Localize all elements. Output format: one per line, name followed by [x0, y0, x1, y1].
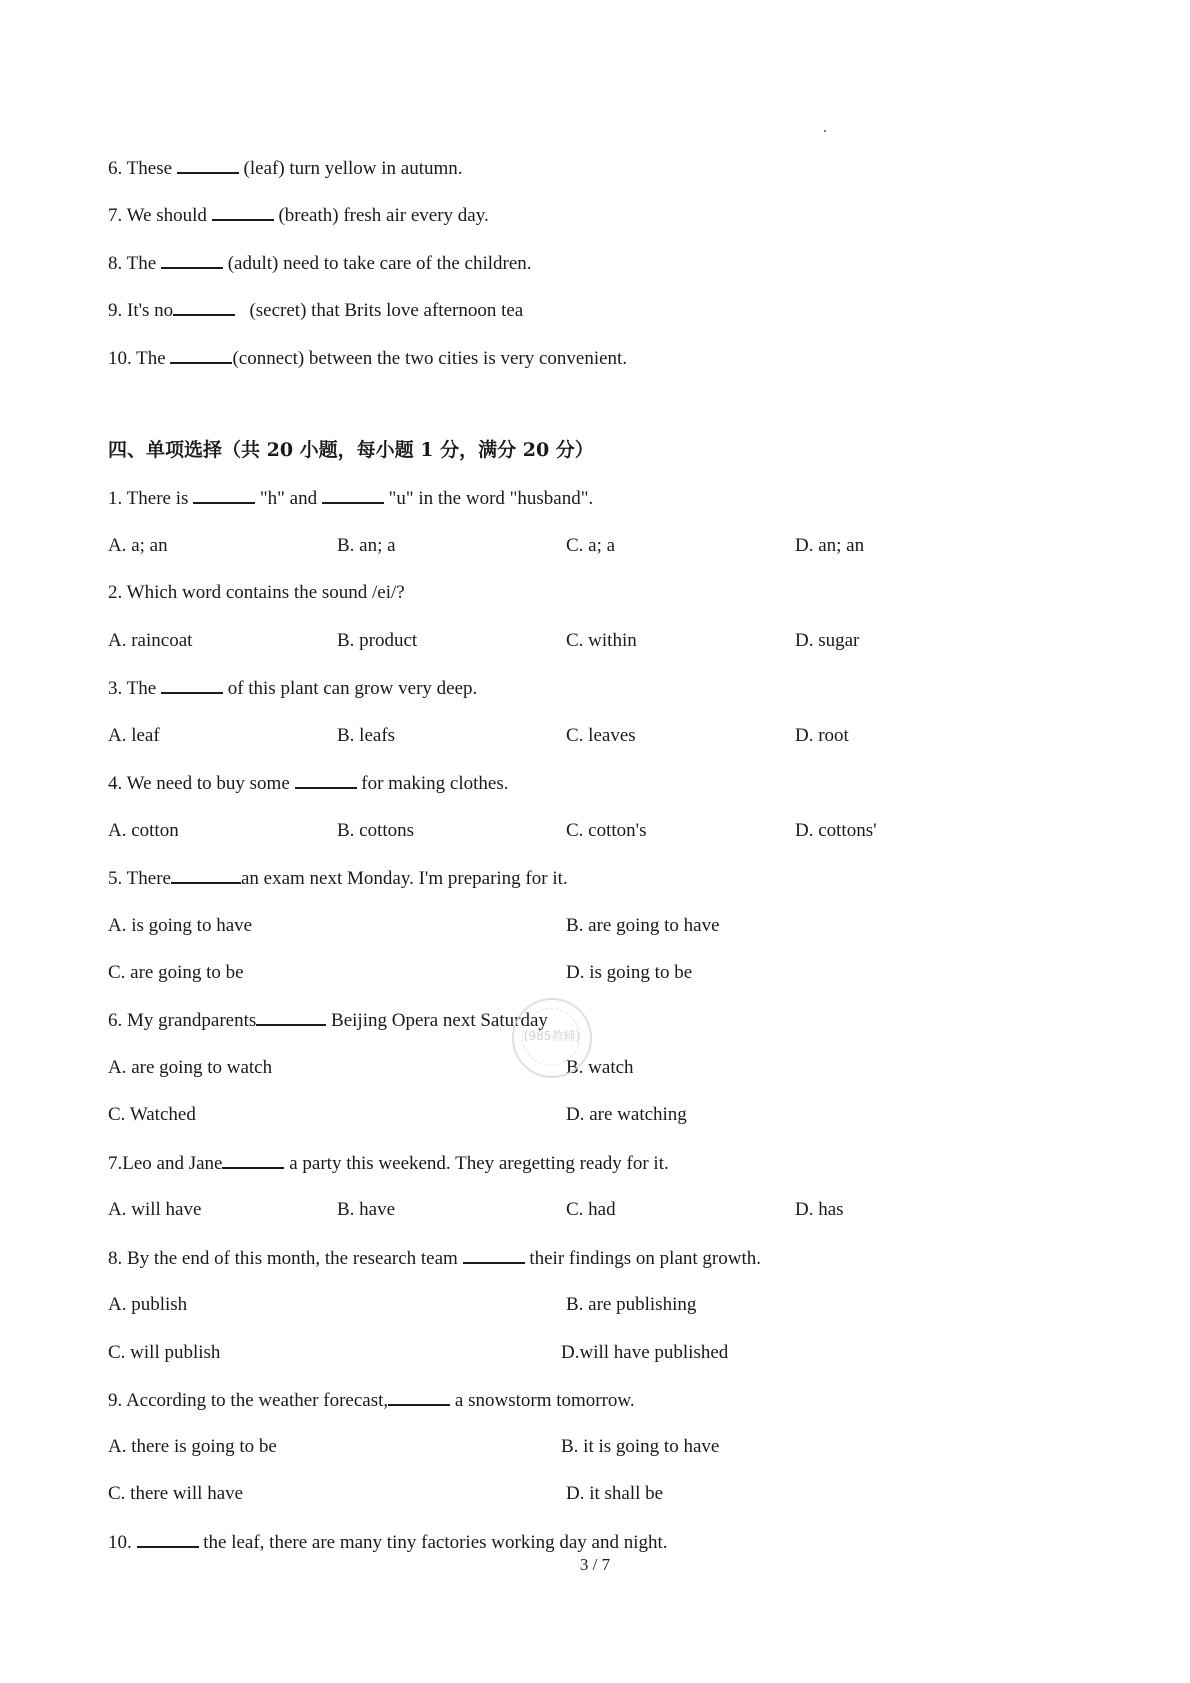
item-text: 10. The	[108, 348, 166, 369]
answer-blank[interactable]	[170, 346, 232, 364]
fill-blank-item	[108, 156, 463, 181]
option-c[interactable]: C. are going to be	[108, 962, 244, 983]
item-text: (leaf) turn yellow in autumn.	[243, 158, 463, 179]
stem-text: 9. According to the weather forecast,	[108, 1390, 389, 1411]
fill-blank-item	[108, 298, 523, 323]
stem-text: a party this weekend. They aregetting ready for it.	[289, 1153, 669, 1174]
item-text: (connect) between the two cities is very convenient.	[232, 348, 628, 369]
option-c[interactable]: C. leaves	[566, 725, 636, 746]
answer-blank[interactable]	[256, 1008, 326, 1026]
item-text: 9. It's no	[108, 300, 174, 321]
option-d[interactable]: D. an; an	[795, 535, 865, 556]
stem-text: 5. There	[108, 868, 171, 889]
answer-blank[interactable]	[161, 676, 223, 694]
answer-blank[interactable]	[137, 1530, 199, 1548]
answer-blank[interactable]	[212, 203, 274, 221]
option-c[interactable]: C. will publish	[108, 1342, 221, 1363]
stem-text: for making clothes.	[361, 773, 509, 794]
option-c[interactable]: C. there will have	[108, 1483, 244, 1504]
option-b[interactable]: B. leafs	[337, 725, 396, 746]
question-stem	[108, 486, 593, 511]
stem-text: a snowstorm tomorrow.	[454, 1390, 635, 1411]
option-d[interactable]: D. root	[795, 725, 849, 746]
option-a[interactable]: A. raincoat	[108, 630, 193, 651]
item-text: 6. These	[108, 158, 173, 179]
stem-text: "u" in the word "husband".	[388, 488, 594, 509]
option-b[interactable]: B. are going to have	[566, 915, 720, 936]
option-a[interactable]: A. cotton	[108, 820, 179, 841]
option-d[interactable]: D. are watching	[566, 1104, 687, 1125]
answer-blank[interactable]	[171, 866, 241, 884]
fill-blank-item	[108, 346, 627, 371]
option-c[interactable]: C. had	[566, 1199, 616, 1220]
option-b[interactable]: B. it is going to have	[561, 1436, 720, 1457]
answer-blank[interactable]	[177, 156, 239, 174]
option-a[interactable]: A. will have	[108, 1199, 202, 1220]
stem-text: 3. The	[108, 678, 157, 699]
fill-blank-item	[108, 203, 489, 228]
question-stem	[108, 866, 568, 891]
page-number: 3 / 7	[579, 1555, 611, 1574]
question-stem	[108, 1151, 669, 1176]
option-d[interactable]: D.will have published	[561, 1342, 729, 1363]
option-a[interactable]: A. is going to have	[108, 915, 253, 936]
answer-blank[interactable]	[161, 251, 223, 269]
item-text: (secret) that Brits love afternoon tea	[249, 300, 524, 321]
option-a[interactable]: A. a; an	[108, 535, 168, 556]
option-c[interactable]: C. within	[566, 630, 637, 651]
option-b[interactable]: B. have	[337, 1199, 396, 1220]
option-d[interactable]: D. cottons'	[795, 820, 877, 841]
question-stem	[108, 676, 477, 701]
option-d[interactable]: D. is going to be	[566, 962, 693, 983]
option-d[interactable]: D. sugar	[795, 630, 860, 651]
stem-text: 8. By the end of this month, the research team	[108, 1248, 458, 1269]
option-b[interactable]: B. cottons	[337, 820, 415, 841]
answer-blank[interactable]	[295, 771, 357, 789]
option-a[interactable]: A. publish	[108, 1294, 188, 1315]
item-text: 7. We should	[108, 205, 207, 226]
watermark-text: (985教辅)	[523, 1029, 581, 1043]
question-stem	[108, 1388, 635, 1413]
item-text: (adult) need to take care of the children.	[227, 253, 532, 274]
answer-blank[interactable]	[193, 486, 255, 504]
option-b[interactable]: B. an; a	[337, 535, 396, 556]
option-b[interactable]: B. watch	[566, 1057, 634, 1078]
answer-blank[interactable]	[463, 1246, 525, 1264]
question-stem	[108, 1008, 548, 1033]
item-text: (breath) fresh air every day.	[278, 205, 489, 226]
watermark-stamp	[512, 998, 592, 1078]
section-heading: 四、单项选择（共 20 小题，每小题 1 分，满分 20 分）	[108, 439, 594, 461]
answer-blank[interactable]	[388, 1388, 450, 1406]
stem-text: 1. There is	[108, 488, 189, 509]
stem-text: the leaf, there are many tiny factories working day and night.	[203, 1532, 668, 1553]
option-d[interactable]: D. has	[795, 1199, 844, 1220]
question-stem	[108, 1246, 761, 1271]
stem-text: an exam next Monday. I'm preparing for it.	[240, 868, 568, 889]
fill-blank-item	[108, 251, 532, 276]
option-d[interactable]: D. it shall be	[566, 1483, 664, 1504]
question-stem: 2. Which word contains the sound /ei/?	[108, 582, 405, 603]
stem-text: 6. My grandparents	[108, 1010, 257, 1031]
stem-text: "h" and	[259, 488, 318, 509]
option-a[interactable]: A. there is going to be	[108, 1436, 277, 1457]
option-c[interactable]: C. cotton's	[566, 820, 647, 841]
answer-blank[interactable]	[322, 486, 384, 504]
option-c[interactable]: C. Watched	[108, 1104, 196, 1125]
stem-text: 7.Leo and Jane	[108, 1153, 223, 1174]
option-c[interactable]: C. a; a	[566, 535, 616, 556]
stem-text: Beijing Opera next Saturday	[331, 1010, 548, 1031]
question-stem	[108, 1530, 668, 1555]
option-a[interactable]: A. are going to watch	[108, 1057, 273, 1078]
answer-blank[interactable]	[173, 298, 235, 316]
stem-text: 10.	[108, 1532, 132, 1553]
answer-blank[interactable]	[222, 1151, 284, 1169]
item-text: 8. The	[108, 253, 157, 274]
stem-text: of this plant can grow very deep.	[227, 678, 478, 699]
option-b[interactable]: B. product	[337, 630, 418, 651]
stem-text: 4. We need to buy some	[108, 773, 290, 794]
option-b[interactable]: B. are publishing	[566, 1294, 697, 1315]
question-stem	[108, 771, 508, 796]
stray-dot	[824, 130, 826, 132]
option-a[interactable]: A. leaf	[108, 725, 160, 746]
stem-text: their findings on plant growth.	[529, 1248, 761, 1269]
